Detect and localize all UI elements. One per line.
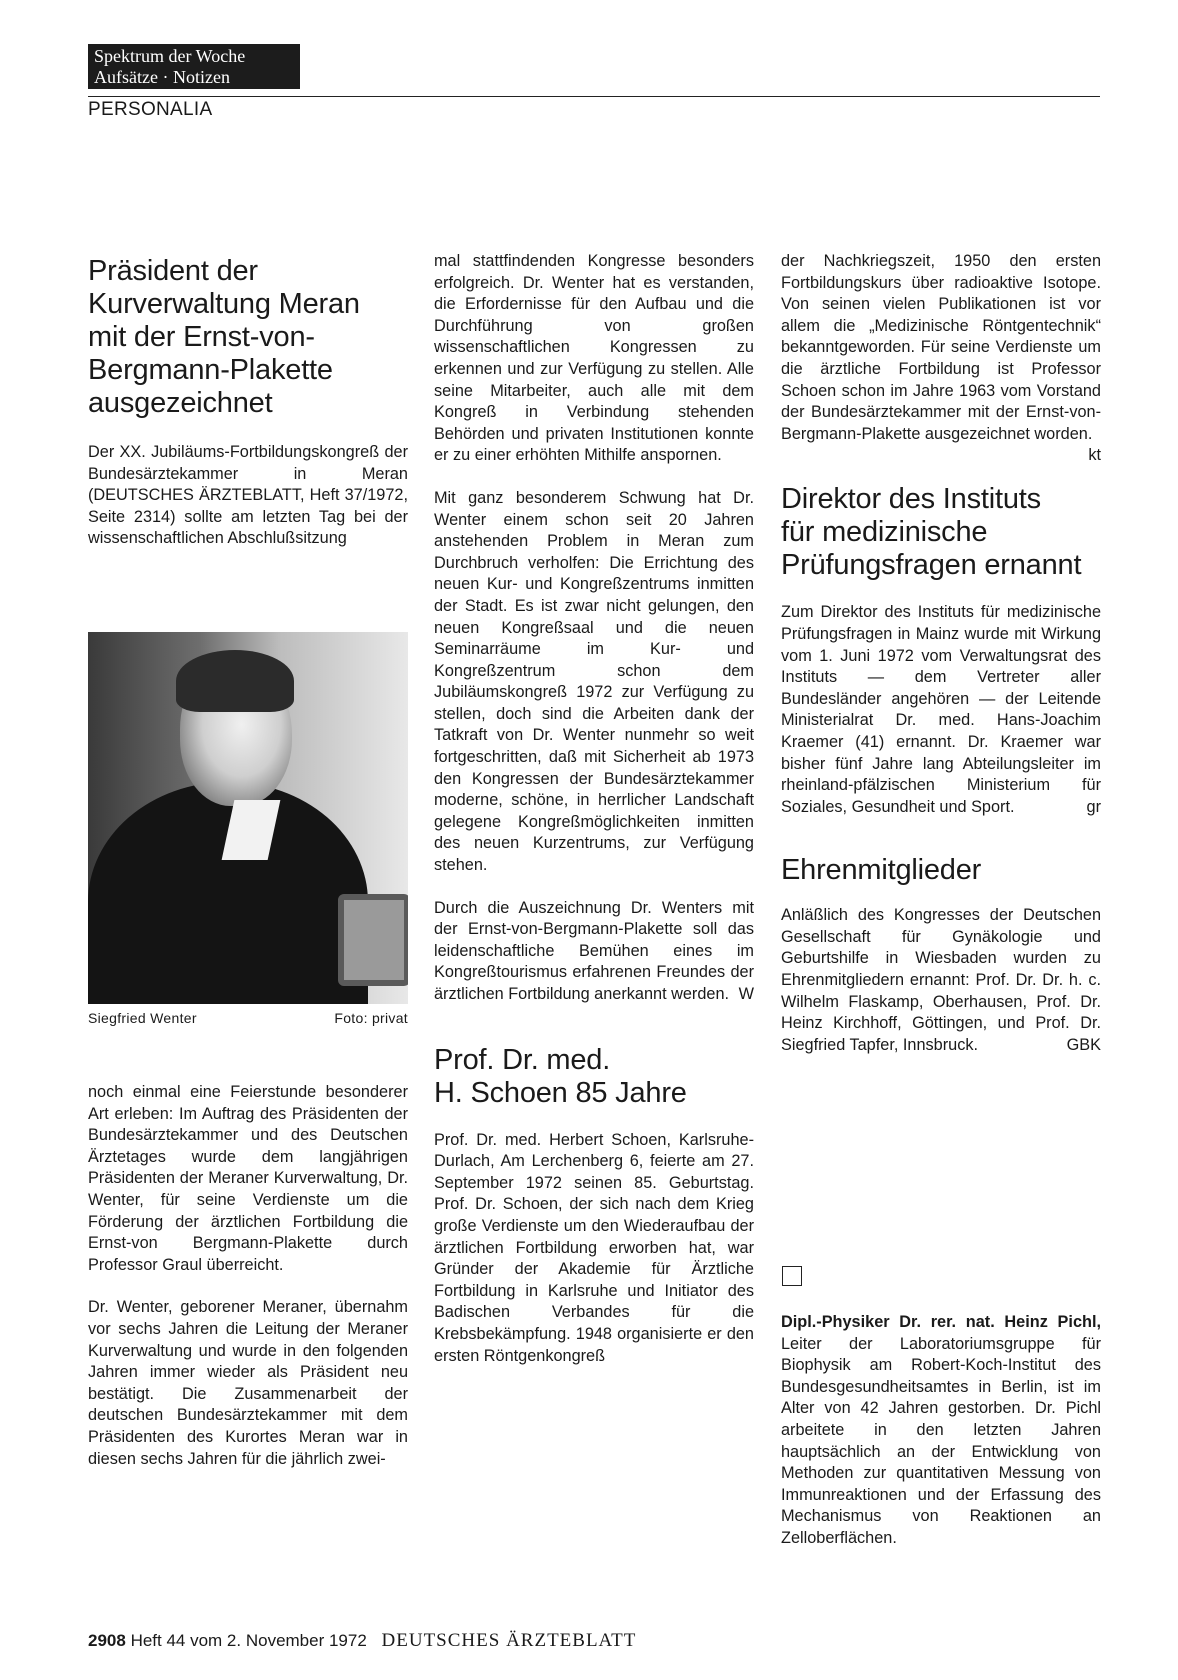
- article-1-paragraph-3: Dr. Wenter, geborener Meraner, übernahm vor sechs Jahren die Leitung der Meraner Kurverwaltung und wurde in den folgenden Jahren immer wieder als Präsident neu bestätigt. Die Zusammenarbeit der deutschen Bundesärztekammer mit dem Präsidenten des Kurortes Meran war in diesen sechs Jahren für die jährlich zwei-: [88, 1298, 408, 1468]
- article-4-paragraph-1: Anläßlich des Kongresses der Deutschen Gesellschaft für Gynäkologie und Geburtshilfe in Wiesbaden wurden zu Ehrenmitgliedern ernannt: Prof. Dr. Dr. h. c. Wilhelm Flaskamp, Oberhausen, Prof. Dr. Heinz Kirchhoff, Göttingen, und Prof. Dr. Siegfried Tapfer, Innsbruck. GBK: [781, 905, 1101, 1056]
- publication-brand: DEUTSCHES ÄRZTEBLATT: [381, 1630, 637, 1651]
- article-5-lead: Dipl.-Physiker Dr. rer. nat. Heinz Pichl,: [781, 1313, 1101, 1331]
- article-1-headline: Präsident der Kurverwaltung Meran mit der Ernst-von- Bergmann-Plakette ausgezeichnet: [88, 255, 360, 419]
- article-4-headline: Ehrenmitglieder: [781, 854, 982, 887]
- header-rule: [88, 96, 1100, 97]
- column-3-lower: [781, 1312, 1101, 1550]
- article-3-headline: Direktor des Instituts für medizinische Prüfungsfragen ernannt: [781, 483, 1082, 582]
- header-line-2: Aufsätze · Notizen: [94, 67, 230, 87]
- article-1-paragraph-1: Der XX. Jubiläums-Fortbildungskongreß der Bundesärztekammer in Meran (DEUTSCHES ÄRZTEBLATT, Heft 37/1972, Seite 2314) sollte am letzten Tag bei der wissenschaftlichen Abschlußsitzung: [88, 443, 408, 548]
- article-1-paragraph-2: noch einmal eine Feierstunde besonderer Art erleben: Im Auftrag des Präsidenten der Bundesärztekammer und des Deutschen Ärztetages wurde dem langjährigen Präsidenten der Meraner Kurverwaltung, Dr. Wenter, für seine Verdienste um die Förderung der ärztlichen Fortbildung die Ernst-von Bergmann-Plakette durch Professor Graul überreicht.: [88, 1083, 408, 1274]
- column-3: [781, 251, 1101, 1056]
- section-label: PERSONALIA: [88, 99, 213, 120]
- issue-info: Heft 44 vom 2. November 1972: [130, 1631, 367, 1650]
- article-2-signature: kt: [1088, 446, 1101, 465]
- caption-name: Siegfried Wenter: [88, 1010, 197, 1026]
- article-5-paragraph-1: Dipl.-Physiker Dr. rer. nat. Heinz Pichl, Leiter der Laboratoriumsgruppe für Biophysik am Robert-Koch-Institut des Bundesgesundheitsamtes in Berlin, ist im Alter von 42 Jahren gestorben. Dr. Pichl arbeitete in den letzten Jahren hauptsächlich an der Entwicklung von Methoden zur quantitativen Messung von Immunreaktionen und der Erfassung des Mechanismus von Reaktionen an Zelloberflächen.: [781, 1313, 1101, 1547]
- page-footer: [88, 1630, 636, 1652]
- portrait-photo: [88, 632, 408, 1004]
- photo-caption: [88, 1010, 408, 1026]
- column-1-lower: [88, 1082, 408, 1470]
- caption-credit: Foto: privat: [334, 1010, 408, 1026]
- article-1-paragraph-4: mal stattfindenden Kongresse besonders erfolgreich. Dr. Wenter hat es verstanden, die Erfordernisse für den Aufbau und die Durchführung von großen wissenschaftlichen Kongressen zu erkennen und zur Verfügung zu stellen. Alle seine Mitarbeiter, auch alle mit dem Kongreß in Verbindung stehenden Behörden und privaten Institutionen konnte er zu einer erhöhten Mithilfe anspornen.: [434, 252, 754, 465]
- header-line-1: Spektrum der Woche: [94, 46, 246, 66]
- article-1-paragraph-5: Mit ganz besonderem Schwung hat Dr. Wenter einem schon seit 20 Jahren anstehenden Problem in Meran zum Durchbruch verholfen: Die Errichtung des neuen Kur- und Kongreßzentrums inmitten der Stadt. Es ist zwar nicht gelungen, den neuen Kongreßsaal und die neuen Seminarräume im Kur- und Kongreßzentrum schon dem Jubiläumskongreß 1972 zur Verfügung zu stellen, doch sind die Arbeiten dank der Tatkraft von Dr. Wenter nunmehr so weit fortgeschritten, daß mit Sicherheit ab 1973 den Kongressen der Bundesärztekammer moderne, schöne, in herrlicher Landschaft gelegene Kongreßmöglichkeiten inmitten des neuen Kurzentrums, zur Verfügung stehen.: [434, 488, 754, 875]
- article-1-paragraph-6: Durch die Auszeichnung Dr. Wenters mit der Ernst-von-Bergmann-Plakette soll das leidenschaftliche Bemühen eines im Kongreßtourismus erfahrenen Freundes der ärztlichen Fortbildung anerkannt werden. W: [434, 898, 754, 1006]
- section-header-box: [88, 44, 300, 89]
- article-4-signature: GBK: [1066, 1035, 1101, 1054]
- article-1-signature: W: [738, 985, 754, 1003]
- article-2-paragraph-2: der Nachkriegszeit, 1950 den ersten Fortbildungskurs über radioaktive Isotope. Von seinen vielen Publikationen ist vor allem die „Medizinische Röntgentechnik“ bekanntgeworden. Für seine Verdienste um die ärztliche Fortbildung ist Professor Schoen schon im Jahre 1963 vom Vorstand der Bundesärztekammer mit der Ernst-von-Bergmann-Plakette ausgezeichnet worden. kt: [781, 251, 1101, 445]
- article-3-paragraph-1: Zum Direktor des Instituts für medizinische Prüfungsfragen in Mainz wurde mit Wirkung vom 1. Juni 1972 vom Verwaltungsrat des Instituts — dem Vertreter aller Bundesländer angehören — der Leitende Ministerialrat Dr. med. Hans-Joachim Kraemer (41) ernannt. Dr. Kraemer war bisher fünf Jahre lang Abteilungsleiter im rheinland-pfälzischen Ministerium für Soziales, Gesundheit und Sport. gr: [781, 602, 1101, 818]
- column-1: [88, 255, 408, 550]
- article-2-paragraph-1: Prof. Dr. med. Herbert Schoen, Karlsruhe-Durlach, Am Lerchenberg 6, feierte am 27. September 1972 seinen 85. Geburtstag. Prof. Dr. Schoen, der sich nach dem Krieg große Verdienste um den Wiederaufbau der ärztlichen Fortbildung erworben hat, war Gründer der Akademie für Ärztliche Fortbildung in Karlsruhe und Initiator des Badischen Verbandes für die Krebsbekämpfung. 1948 organisierte er den ersten Röntgenkongreß: [434, 1130, 754, 1365]
- page-number: 2908: [88, 1631, 126, 1650]
- column-2: [434, 251, 754, 1367]
- end-box-symbol: [782, 1266, 802, 1286]
- article-3-signature: gr: [1086, 797, 1101, 816]
- article-2-headline: Prof. Dr. med. H. Schoen 85 Jahre: [434, 1043, 687, 1109]
